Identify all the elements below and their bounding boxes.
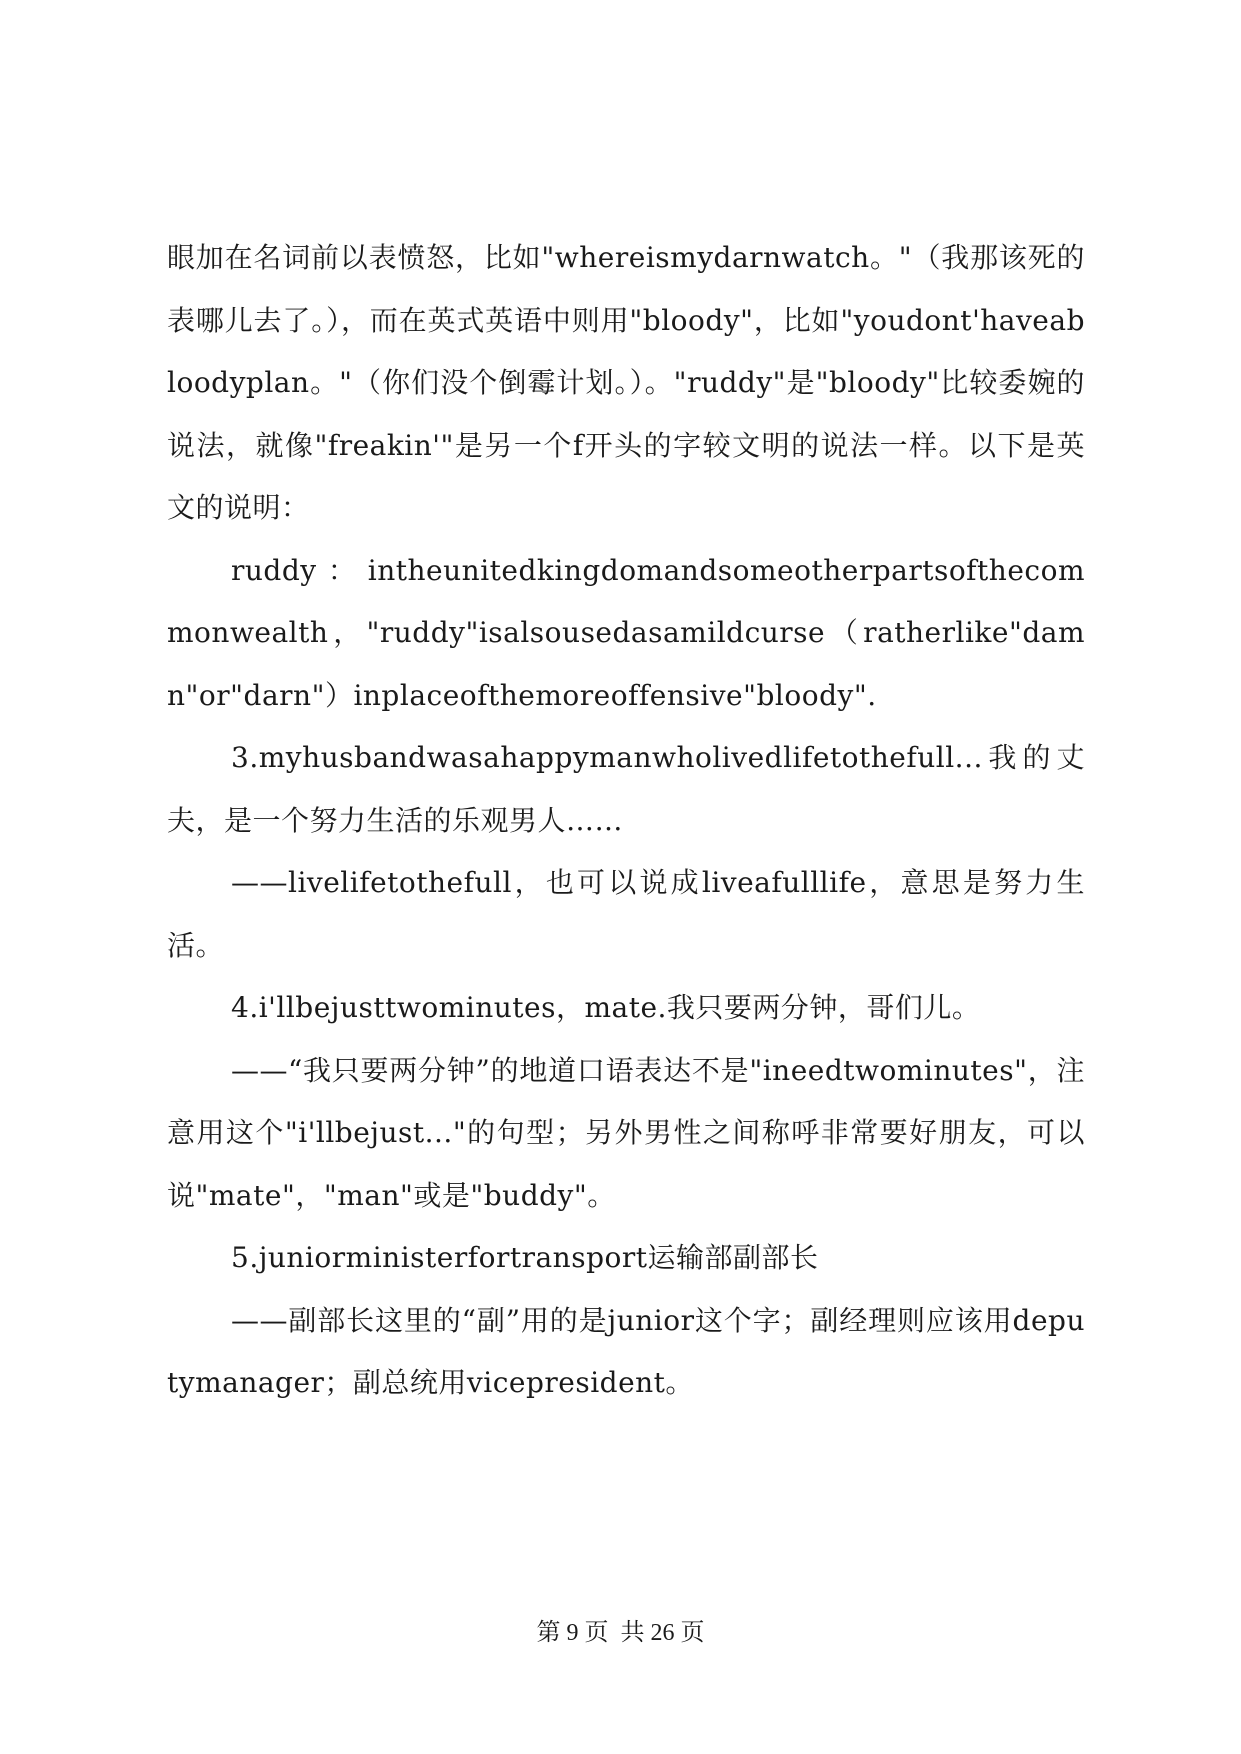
paragraph-4: ——livelifetothefull，也可以说成liveafulllife，意思是努力生活。 [167, 866, 1085, 962]
paragraph-5: 4.i'llbejusttwominutes，mate.我只要两分钟，哥们儿。 [231, 991, 981, 1024]
paragraph-8: ——副部长这里的“副”用的是junior这个字；副经理则应该用deputymanager；副总统用vicepresident。 [167, 1303, 1085, 1399]
paragraph-7: 5.juniorministerfortransport运输部副部长 [231, 1241, 819, 1274]
paragraph-1: 眼加在名词前以表愤怒，比如"whereismydarnwatch。"（我那该死的表哪儿去了。），而在英式英语中则用"bloody"，比如"youdont'haveabloodyplan。"（你们没个倒霉计划。）。"ruddy"是"bloody"比较委婉的说法，就像"freakin'"是另一个f开头的字较文明的说法一样。以下是英文的说明： [167, 241, 1085, 524]
body-text [167, 227, 1085, 1415]
paragraph-6: ——“我只要两分钟”的地道口语表达不是"ineedtwominutes"，注意用这个"i'llbejust..."的句型；另外男性之间称呼非常要好朋友，可以说"mate"，"man"或是"buddy"。 [167, 1053, 1085, 1212]
paragraph-2: ruddy：intheunitedkingdomandsomeotherpartsofthecommonwealth，"ruddy"isalsousedasamildcurse（ratherlike"damn"or"darn"）inplaceofthemoreoffensive"bloody". [167, 553, 1085, 712]
page-footer [0, 1612, 1241, 1647]
paragraph-3: 3.myhusbandwasahappymanwholivedlifetothefull...我的丈夫，是一个努力生活的乐观男人…… [167, 741, 1085, 837]
page-number: 第 9 页 共 26 页 [536, 1620, 705, 1646]
